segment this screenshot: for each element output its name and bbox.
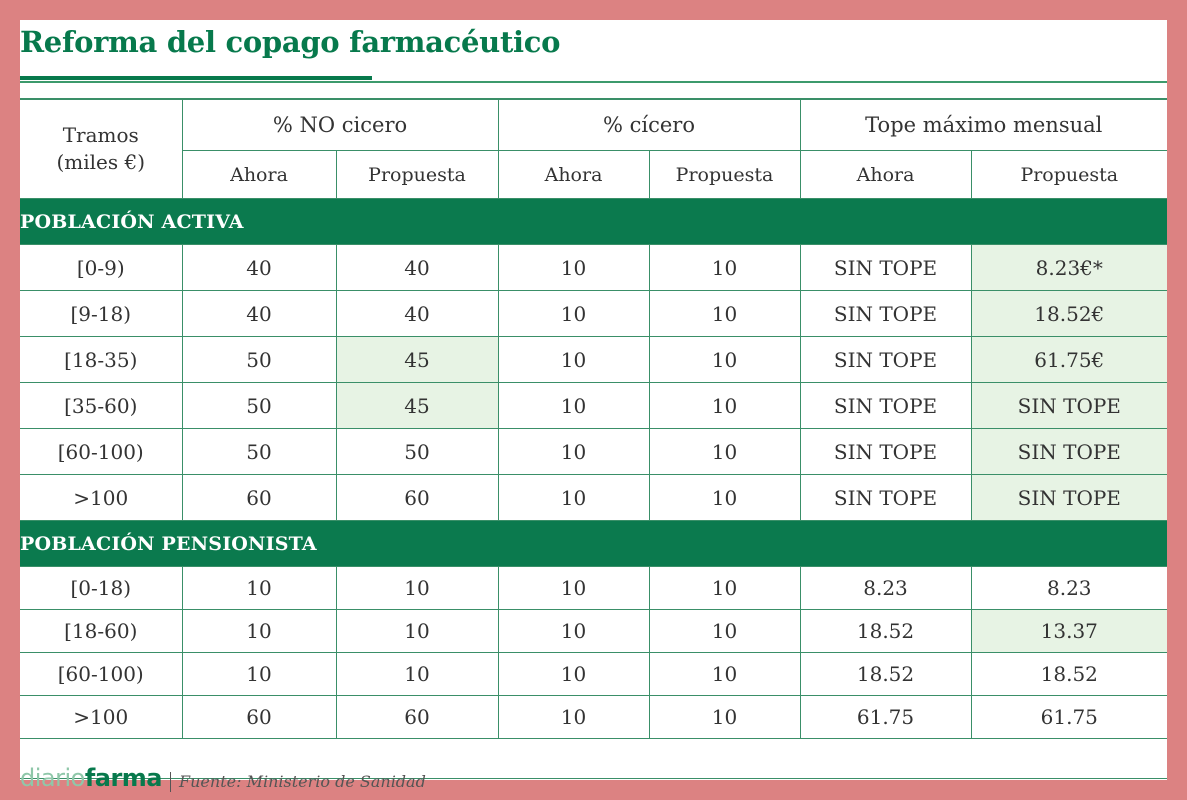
subheader-propuesta: Propuesta: [971, 151, 1167, 199]
value-cell: 50: [336, 429, 498, 475]
value-cell: 8.23: [971, 567, 1167, 610]
value-cell: 10: [649, 567, 800, 610]
value-cell: 10: [498, 653, 649, 696]
value-cell: 10: [498, 245, 649, 291]
subheader-ahora: Ahora: [182, 151, 336, 199]
value-cell: 45: [336, 337, 498, 383]
section-label: POBLACIÓN ACTIVA: [20, 199, 1167, 245]
title-underline: [20, 76, 372, 80]
tramo-cell: [18-35): [20, 337, 182, 383]
table-row: [20, 567, 1167, 610]
value-cell: 8.23€*: [971, 245, 1167, 291]
table-row: [20, 429, 1167, 475]
value-cell: 10: [498, 610, 649, 653]
tramo-cell: [0-9): [20, 245, 182, 291]
value-cell: 40: [182, 291, 336, 337]
tramo-cell: [0-18): [20, 567, 182, 610]
diariofarma-logo: [20, 764, 162, 792]
table-row: [20, 383, 1167, 429]
section-row-activa: [20, 199, 1167, 245]
value-cell: 10: [649, 245, 800, 291]
header-tramos: [20, 99, 182, 199]
value-cell: 10: [649, 653, 800, 696]
value-cell: 50: [182, 337, 336, 383]
value-cell: SIN TOPE: [800, 429, 971, 475]
table-row: [20, 475, 1167, 521]
value-cell: 10: [182, 567, 336, 610]
value-cell: 45: [336, 383, 498, 429]
header-cicero: % cícero: [498, 99, 800, 151]
tramo-cell: [35-60): [20, 383, 182, 429]
value-cell: SIN TOPE: [971, 475, 1167, 521]
value-cell: 10: [649, 610, 800, 653]
tramo-cell: >100: [20, 696, 182, 739]
value-cell: 18.52: [971, 653, 1167, 696]
tramo-cell: [18-60): [20, 610, 182, 653]
value-cell: 10: [498, 337, 649, 383]
logo-light-text: diario: [20, 764, 85, 792]
infographic-sheet: [20, 20, 1167, 792]
value-cell: 10: [498, 429, 649, 475]
value-cell: 10: [649, 696, 800, 739]
tramo-cell: [60-100): [20, 653, 182, 696]
header-tramos-line2: (miles €): [56, 150, 146, 174]
table-row: [20, 696, 1167, 739]
value-cell: SIN TOPE: [971, 429, 1167, 475]
value-cell: 10: [498, 696, 649, 739]
source-note: Fuente: Ministerio de Sanidad: [179, 772, 426, 791]
value-cell: 50: [182, 383, 336, 429]
value-cell: 10: [182, 653, 336, 696]
table-row: [20, 337, 1167, 383]
subheader-propuesta: Propuesta: [336, 151, 498, 199]
page-title: Reforma del copago farmacéutico: [20, 25, 561, 59]
value-cell: 10: [182, 610, 336, 653]
value-cell: SIN TOPE: [800, 291, 971, 337]
value-cell: 10: [498, 291, 649, 337]
copago-table: [20, 98, 1167, 739]
value-cell: SIN TOPE: [800, 383, 971, 429]
value-cell: 10: [498, 567, 649, 610]
value-cell: 10: [336, 653, 498, 696]
value-cell: 10: [336, 567, 498, 610]
value-cell: SIN TOPE: [800, 245, 971, 291]
subheader-ahora: Ahora: [800, 151, 971, 199]
header-no-cicero: % NO cicero: [182, 99, 498, 151]
value-cell: 60: [182, 696, 336, 739]
footer-separator: [170, 772, 171, 792]
value-cell: 60: [336, 696, 498, 739]
title-rule: [20, 81, 1167, 83]
footer: [20, 764, 426, 794]
value-cell: 13.37: [971, 610, 1167, 653]
value-cell: 10: [498, 383, 649, 429]
logo-bold-text: farma: [84, 764, 163, 792]
value-cell: 61.75€: [971, 337, 1167, 383]
table-row: [20, 653, 1167, 696]
value-cell: 10: [649, 337, 800, 383]
value-cell: SIN TOPE: [800, 475, 971, 521]
value-cell: 40: [182, 245, 336, 291]
tramo-cell: >100: [20, 475, 182, 521]
value-cell: 60: [336, 475, 498, 521]
value-cell: 18.52€: [971, 291, 1167, 337]
value-cell: 10: [649, 383, 800, 429]
header-tope-maximo: Tope máximo mensual: [800, 99, 1167, 151]
value-cell: 10: [649, 291, 800, 337]
table-row: [20, 245, 1167, 291]
value-cell: 50: [182, 429, 336, 475]
value-cell: 10: [649, 429, 800, 475]
value-cell: 61.75: [800, 696, 971, 739]
subheader-propuesta: Propuesta: [649, 151, 800, 199]
value-cell: 40: [336, 291, 498, 337]
value-cell: 61.75: [971, 696, 1167, 739]
table-row: [20, 610, 1167, 653]
value-cell: 10: [498, 475, 649, 521]
value-cell: 8.23: [800, 567, 971, 610]
value-cell: SIN TOPE: [800, 337, 971, 383]
value-cell: 18.52: [800, 610, 971, 653]
value-cell: 10: [649, 475, 800, 521]
table-row: [20, 291, 1167, 337]
value-cell: 40: [336, 245, 498, 291]
tramo-cell: [9-18): [20, 291, 182, 337]
subheader-ahora: Ahora: [498, 151, 649, 199]
section-label: POBLACIÓN PENSIONISTA: [20, 521, 1167, 567]
tramo-cell: [60-100): [20, 429, 182, 475]
value-cell: 60: [182, 475, 336, 521]
value-cell: 18.52: [800, 653, 971, 696]
header-tramos-line1: Tramos: [62, 123, 139, 147]
value-cell: SIN TOPE: [971, 383, 1167, 429]
section-row-pensionista: [20, 521, 1167, 567]
value-cell: 10: [336, 610, 498, 653]
